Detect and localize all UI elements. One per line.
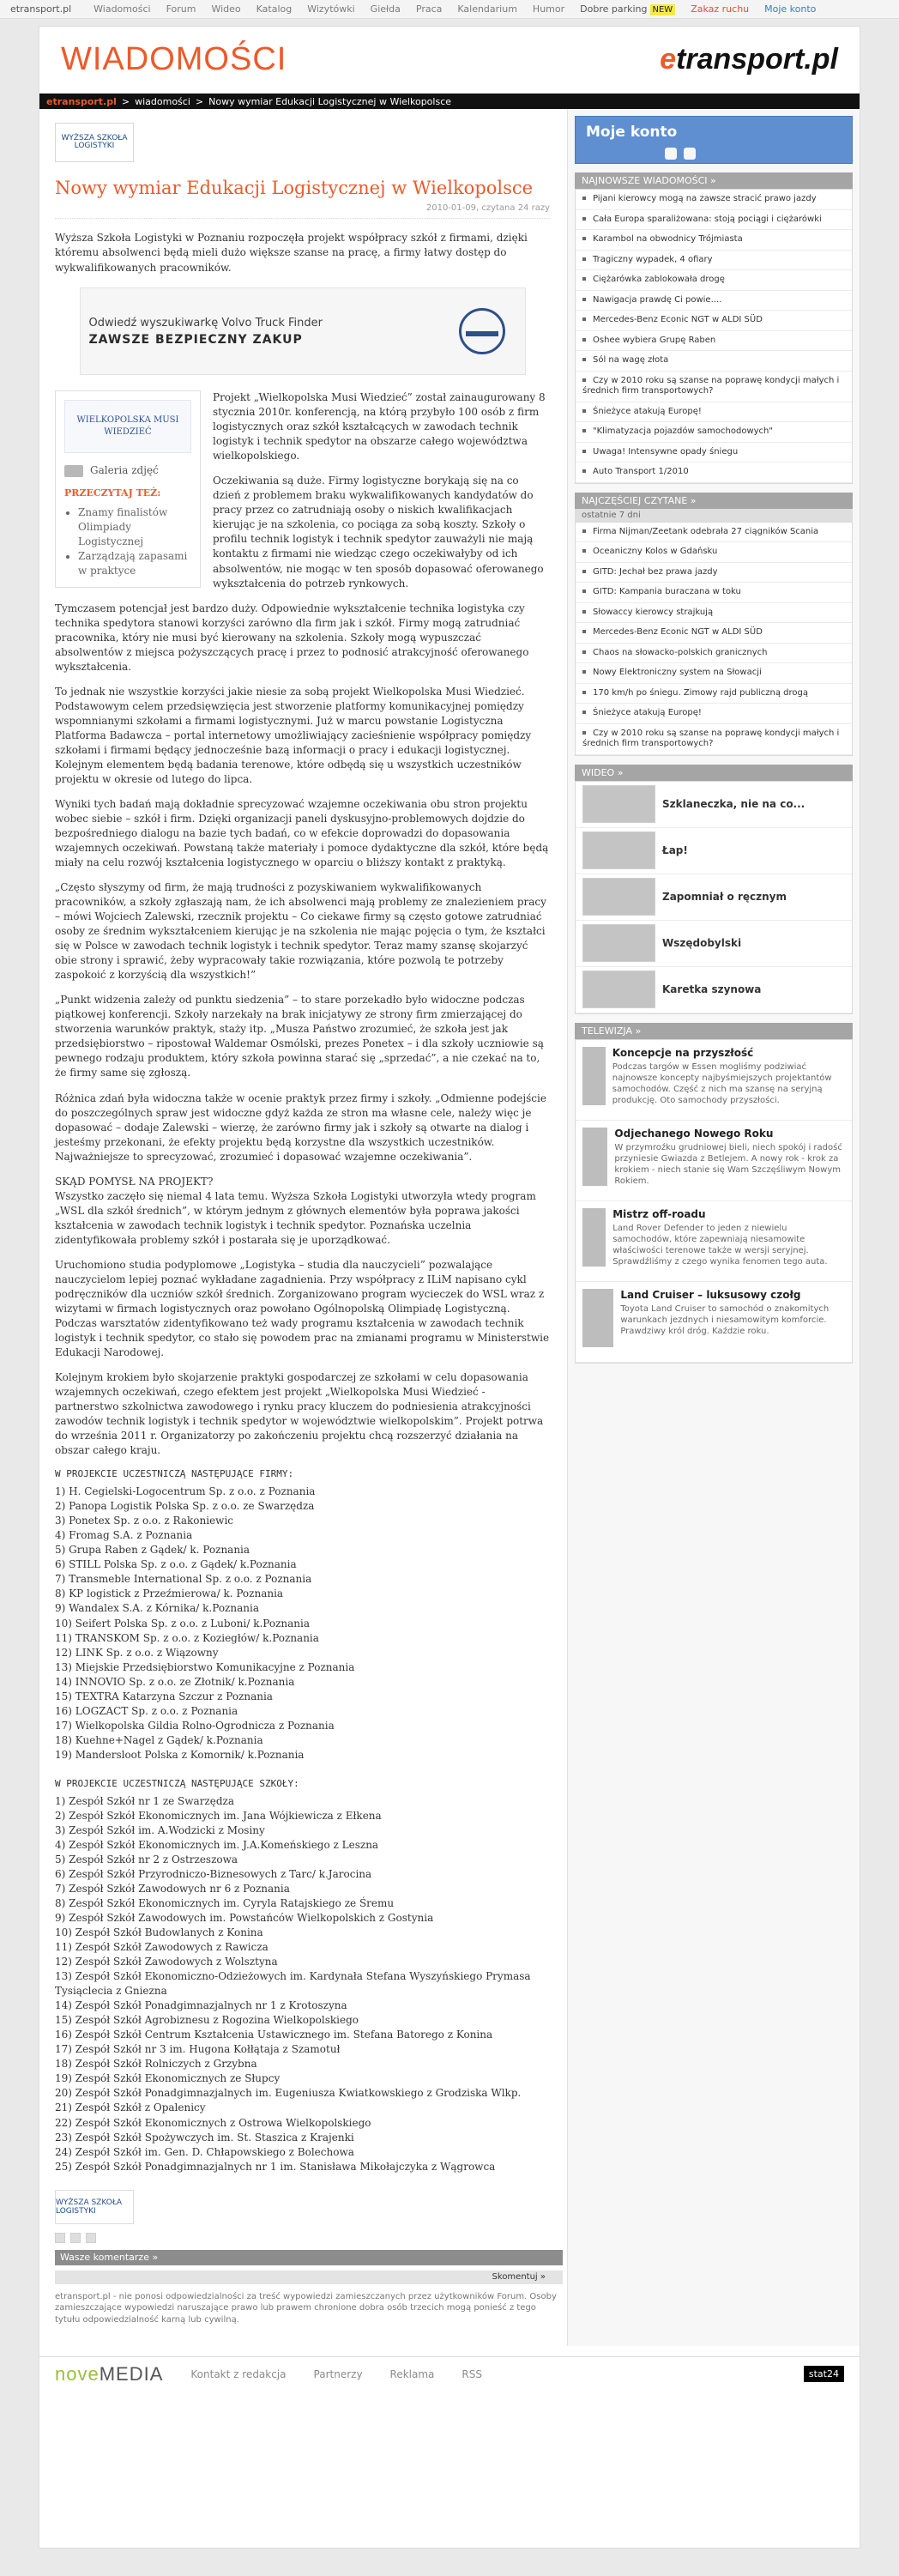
video-list [575,781,853,1014]
school-item: 4) Zespół Szkół Ekonomicznych im. J.A.Komeńskiego z Leszna [55,1838,379,1851]
school-item: 17) Zespół Szkół nr 3 im. Hugona Kołłątaja z Szamotuł [55,2043,341,2056]
school-item: 24) Zespół Szkół im. Gen. D. Chłapowskiego z Bolechowa [55,2145,354,2158]
tv-title: Mistrz off-roadu [612,1207,706,1220]
comments-bar[interactable]: Wasze komentarze » [55,2250,563,2265]
firm-item: 17) Wielkopolska Gildia Rolno-Ogrodnicza z Poznania [55,1719,335,1732]
volvo-icon [459,308,505,354]
school-item: 11) Zespół Szkół Zawodowych z Rawicza [55,1941,268,1954]
tv-description: Podczas targów w Essen mogliśmy podziwiać najnowsze koncepty najbyśmiejszych projektantów samochodów. Część z nich ma szansę na seryjną produkcję. Oto samochody przyszłości. [612,1061,832,1105]
new-badge: NEW [650,4,676,15]
firm-item: 6) STILL Polska Sp. z o.o. z Gądek/ k.Poznania [55,1558,297,1571]
user-icon[interactable] [684,148,696,160]
latest-news-item[interactable]: Śnieżyce atakują Europę! [576,402,852,423]
brand-header [39,27,860,94]
read-also-link-2[interactable]: • Zarządzają zapasami w praktyce [78,549,191,578]
firm-item: 7) Transmeble International Sp. z o.o. z Poznania [55,1573,312,1586]
my-account-box[interactable] [575,116,853,164]
most-read-item[interactable]: Oceaniczny Kolos w Gdańsku [576,542,852,563]
article-meta: 2010-01-09, czytana 24 razy [55,203,550,219]
article-paragraph-10: Uruchomiono studia podyplomowe „Logistyka – studia dla nauczycieli” pozwalające nauczycielom lepiej poznać wykładane zagadnienia. Przy współpracy z ILiM napisano cykl podręczników dla uczniów szkół średnich. Zorganizowano program wycieczek do WSL wraz z wizytami w firmach logistycznych oraz powołano Ogólnopolską Olimpiadę Logistyczną. Podczas warsztatów zidentyfikowano też wady programu kształcenia w zawodach technik logistyk i technik spedytor, co stało się powodem prac na zmianami programu w Ministerstwie Edukacji Narodowej. [55,1258,550,1359]
firm-item: 1) H. Cegielski-Logocentrum Sp. z o.o. z Poznania [55,1485,316,1498]
gallery-label: Galeria zdjęć [90,464,159,477]
video-header[interactable]: WIDEO » [575,765,853,781]
nav-wideo[interactable]: Wideo [211,3,241,15]
article-title: Nowy wymiar Edukacji Logistycznej w Wielkopolsce [55,178,534,198]
article-paragraph-8: Różnica zdań była widoczna także w ocenie praktyk przez firmy i szkoły. „Odmienne podejście do poszczególnych spraw jest widoczne gdyż każda ze stron ma własne cele, należy więc je dopasować – dodaje Zalewski – wierzę, że zarówno firmy jak i szkoły są otwarte na dialog i jesteśmy przekonani, że efekty projektu będą korzystne dla wszystkich uczestników. Najważniejsze to sprecyzować, zrozumieć i dopasować wzajemne oczekiwania”. [55,1091,546,1163]
school-item: 2) Zespół Szkół Ekonomicznych im. Jana Wójkiewicza z Ełkena [55,1809,382,1822]
top-nav-bar [0,0,899,19]
firm-item: 2) Panopa Logistik Polska Sp. z o.o. ze Swarzędza [55,1500,315,1513]
tv-item[interactable] [576,1282,852,1363]
firm-item: 8) KP logistick z Przeźmierowa/ k. Poznania [55,1587,284,1600]
nav-wizytowki[interactable]: Wizytówki [307,3,355,15]
tv-text [620,1289,845,1355]
read-also-link-1[interactable]: • Znamy finalistów Olimpiady Logistycznej [78,505,191,549]
schools-header: W PROJEKCIE UCZESTNICZĄ NASTĘPUJĄCE SZKOŁY: [55,1777,299,1789]
most-read-item[interactable]: Śnieżyce atakują Europę! [576,704,852,724]
most-read-list [575,522,853,756]
firm-item: 5) Grupa Raben z Gądek/ k. Poznania [55,1544,250,1557]
video-thumbnail [582,878,655,916]
video-thumbnail [582,831,655,869]
nav-gielda[interactable]: Giełda [370,3,401,15]
novemedia-logo-b: MEDIA [99,2362,164,2385]
stat24-badge[interactable]: stat24 [804,2366,844,2382]
most-read-item[interactable]: Chaos na słowacko-polskich granicznych [576,644,852,664]
firm-item: 11) TRANSKOM Sp. z o.o. z Koziegłów/ k.Poznania [55,1631,319,1644]
tv-item[interactable] [576,1201,852,1282]
most-read-header[interactable]: NAJCZĘŚCIEJ CZYTANE » [575,493,853,509]
most-read-item[interactable]: GITD: Kampania buraczana w toku [576,583,852,603]
breadcrumb-home[interactable]: etransport.pl [46,95,117,107]
school-item: 3) Zespół Szkół im. A.Wodzicki z Mosiny [55,1823,265,1836]
article-paragraph-2: Oczekiwania są duże. Firmy logistyczne borykają się na co dzień z problemem braku wykwalifikowanych kandydatów do pracy przez co zatrudniają osoby o niskich kwalifikacjach kierując je na szkolenia, co pociąga za sobą koszty. Szkoły o profilu technik logistyk i technik spedytor zauważyli nie mają kontaktu z firmami nie wiedząc czego oczekiwałyby od ich absolwentów, nie mogąc w ten sposób dopasować oferowanego wykształcenia do potrzeb rynkowych. [213,475,544,590]
volvo-ad-small-text: Odwiedź wyszukiwarkę Volvo Truck Finder [88,316,323,330]
tv-thumbnail [582,1047,606,1105]
article-paragraph-9: SKĄD POMYSŁ NA PROJEKT? Wszystko zaczęło się niemal 4 lata temu. Wyższa Szkoła Logistyki utworzyła wtedy program „WSL dla szkół średnich”, w którym jednym z głównych elementów była poprawa jakości kształcenia w zawodach technik logistyk i technik spedytor. Poznańska uczelnia zidentyfikowała problemy szkół i postarała się je uporządkować. [55,1175,536,1246]
nav-kalendarium[interactable]: Kalendarium [457,3,517,15]
school-item: 23) Zespół Szkół Spożywczych im. St. Staszica z Krajenki [55,2131,354,2144]
breadcrumb-wiadomosci[interactable]: wiadomości [135,95,190,107]
latest-news-item[interactable]: "Klimatyzacja pojazdów samochodowych" [576,422,852,443]
breadcrumb-current: Nowy wymiar Edukacji Logistycznej w Wielkopolsce [208,95,452,107]
firm-item: 12) LINK Sp. z o.o. z Wiązowny [55,1646,219,1659]
nav-dobre-parking-label: Dobre parking [580,3,648,15]
latest-news-item[interactable]: Tragiczny wypadek, 4 ofiary [576,251,852,271]
novemedia-logo[interactable] [55,2363,163,2386]
most-read-item[interactable]: Mercedes-Benz Econic NGT w ALDI SÜD [576,623,852,644]
article-paragraph-6: „Często słyszymy od firm, że mają trudności z pozyskiwaniem wykwalifikowanych pracowników, a szkoły zgłaszają nam, że ich absolwenci mają problemy ze znalezieniem pracy – mówi Wojciech Zalewski, rzecznik projektu – Co ciekawe firmy są często gotowe zatrudniać osoby ze średnim wykształceniem kierując je na szkolenia nie mając pojęcia o tym, że kształci się w Polsce w zawodach technik logistyk i technik spedytor. Teraz mamy szansę skojarzyć obie strony i sprawić, żeby wypracowały takie rozwiązania, które pozwolą te potrzeby zaspokoić z korzyścią dla wszystkich!” [55,881,546,982]
firm-item: 9) Wandalex S.A. z Kórnika/ k.Poznania [55,1602,259,1615]
school-item: 1) Zespół Szkół nr 1 ze Swarzędza [55,1794,235,1807]
key-icon[interactable] [665,148,677,160]
footer-bar [39,2356,860,2391]
tv-header[interactable]: TELEWIZJA » [575,1023,853,1039]
most-read-item[interactable]: Firma Nijman/Zeetank odebrała 27 ciągników Scania [576,523,852,543]
video-thumbnail [582,924,655,962]
volvo-logo [439,288,525,374]
most-read-item[interactable]: GITD: Jechał bez prawa jazdy [576,563,852,584]
comment-link-bar [55,2271,563,2284]
nav-wiadomosci[interactable]: Wiadomości [94,3,151,15]
article-paragraph-5: Wyniki tych badań mają dokładnie sprecyzować wzajemne oczekiwania obu stron projektu wobec siebie – szkół i firm. Dzięki organizacji paneli dyskusyjno-problemowych dojdzie do bezpośredniego dialogu na bazie tych badań, co w efekcie doprowadzi do dopasowania wzajemnych oczekiwań. Powstaną także materiały i pomoce dydaktyczne dla szkół, które będą miały na celu rozwój kształcenia logistycznego w oparciu o bliższy kontakt z praktyką. [55,797,549,869]
school-item: 12) Zespół Szkół Zawodowych z Wolsztyna [55,1956,278,1968]
volvo-ad-big-text: ZAWSZE BEZPIECZNY ZAKUP [88,332,303,347]
read-also-list [64,505,191,578]
gallery-link[interactable] [64,463,191,478]
article-paragraph-4: To jednak nie wszystkie korzyści jakie niesie za sobą projekt Wielkopolska Musi Wiedzieć. Podstawowym celem przedsięwzięcia jest stworzenie platformy komunikacyjnej pomiędzy wspomnianymi szkołami a firmami logistycznymi. Już w marcu powstanie Logistyczna Platforma Badawcza – portal internetowy umożliwiający zacieśnienie współpracy pomiędzy szkołami i firmami będący jednocześnie bazą informacji o pracy i edukacji logistycznej. Kolejnym elementem będą badania terenowe, które odbędą się u wszystkich uczestników projektu w okresie od lutego do lipca. [55,685,532,785]
tv-thumbnail [582,1289,613,1347]
camera-icon [64,465,83,477]
firm-item: 19) Mandersloot Polska z Komornik/ k.Poznania [55,1748,305,1761]
main-container [39,26,860,2549]
breadcrumb-sep-1: > [121,95,130,107]
tv-title: Koncepcje na przyszłość [612,1046,754,1059]
most-read-item[interactable]: Czy w 2010 roku są szanse na poprawę kondycji małych i średnich firm transportowych? [576,724,852,755]
novemedia-logo-a: nove [55,2362,100,2385]
tv-thumbnail [582,1208,606,1267]
latest-news-item[interactable]: Auto Transport 1/2010 [576,463,852,483]
latest-news-item[interactable]: Ciężarówka zablokowała drogę [576,270,852,291]
bookmark-icon[interactable] [86,2233,96,2243]
school-item: 15) Zespół Szkół Agrobiznesu z Rogozina Wielkopolskiego [55,2014,359,2027]
wsl-logo: WYŻSZA SZKOŁA LOGISTYKI [55,123,134,162]
footer-wsl-logo: WYŻSZA SZKOŁA LOGISTYKI [55,2190,134,2224]
school-item: 16) Zespół Szkół Centrum Kształcenia Ustawicznego im. Stefana Batorego z Konina [55,2029,493,2041]
latest-news-item[interactable]: Oshee wybiera Grupę Raben [576,331,852,352]
most-read-item[interactable]: Słowaccy kierowcy strajkują [576,603,852,624]
firm-item: 4) Fromag S.A. z Poznania [55,1529,193,1542]
read-also-heading: PRZECZYTAJ TEŻ: [64,487,161,499]
footer-link-kontakt[interactable]: Kontakt z redakcja [190,2367,287,2380]
site-logo-text: transport.pl [676,43,838,76]
school-item: 20) Zespół Szkół Ponadgimnazjalnych im. Eugeniusza Kwiatkowskiego z Grodziska Wlkp. [55,2087,522,2100]
breadcrumb-sep-2: > [195,95,204,107]
nav-humor[interactable]: Humor [532,3,565,15]
school-item: 22) Zespół Szkół Ekonomicznych z Ostrowa Wielkopolskiego [55,2116,371,2129]
school-item: 6) Zespół Szkół Przyrodniczo-Biznesowych z Tarc/ k.Jarocina [55,1867,372,1880]
email-icon[interactable] [70,2233,81,2243]
tv-item[interactable] [576,1121,852,1201]
article-paragraph-11: Kolejnym krokiem było skojarzenie praktyki gospodarczej ze szkołami w celu dopasowania wzajemnych oczekiwań, czego efektem jest projekt „Wielkopolska Musi Wiedzieć - partnerstwo szkolnictwa zawodowego i rynku pracy kluczem do podniesienia atrakcyjności zawodów technik logistyk i technik spedytor w województwie wielkopolskim”. Projekt potrwa do września 2011 r. Organizatorzy po zakończeniu projektu chcą rozszerzyć działania na obszar całego kraju. [55,1371,544,1457]
latest-news-list [575,189,853,484]
school-item: 18) Zespół Szkół Rolniczych z Grzybna [55,2058,257,2071]
nav-katalog[interactable]: Katalog [256,3,293,15]
video-thumbnail [582,971,655,1008]
latest-news-item[interactable]: Uwaga! Intensywne opady śniegu [576,443,852,463]
video-item[interactable] [576,921,852,967]
video-item[interactable] [576,874,852,921]
account-icons [665,148,696,160]
latest-news-item[interactable]: Sól na wagę złota [576,351,852,372]
article-body [55,390,550,1458]
latest-news-item[interactable]: Karambol na obwodnicy Trójmiasta [576,230,852,251]
article-paragraph-1: Projekt „Wielkopolska Musi Wiedzieć” został zainaugurowany 8 stycznia 2010r. konferencją, na którą przybyło 100 osób z firm logistycznych oraz szkół kształcących w zawodach technik logistyk i technik spedytor na obszarze całego województwa wielkopolskiego. [213,391,546,463]
nav-moje-konto[interactable]: Moje konto [764,3,817,15]
video-title: Łap! [662,844,688,856]
section-logo[interactable]: WIADOMOŚCI [61,41,287,77]
video-item[interactable] [576,828,852,874]
school-item: 25) Zespół Szkół Ponadgimnazjalnych nr 1 im. Stanisława Mikołajczyka z Wągrowca [55,2160,496,2173]
latest-news-item[interactable]: Cała Europa sparaliżowana: stoją pociągi i ciężarówki [576,210,852,231]
school-item: 21) Zespół Szkół z Opalenicy [55,2101,206,2114]
volvo-ad-text [81,288,439,374]
school-item: 14) Zespół Szkół Ponadgimnazjalnych nr 1 z Krotoszyna [55,1999,347,2012]
most-read-item[interactable]: Nowy Elektroniczny system na Słowacji [576,663,852,684]
firm-item: 18) Kuehne+Nagel z Gądek/ k.Poznania [55,1733,263,1746]
nav-praca[interactable]: Praca [415,3,443,15]
tv-thumbnail [582,1128,607,1186]
firm-item: 16) LOGZACT Sp. z o.o. z Poznania [55,1704,238,1717]
video-title: Szklaneczka, nie na co... [662,798,805,810]
school-item: 8) Zespół Szkół Ekonomicznych im. Cyryla Ratajskiego ze Śremu [55,1897,395,1910]
latest-news-header[interactable]: NAJNOWSZE WIADOMOŚCI » [575,172,853,189]
footer-link-rss[interactable]: RSS [462,2367,482,2380]
tv-description: W przymroźku grudniowej bieli, niech spokój i radość przyniesie Gwiazda z Betlejem. A nowy rok - krok za krokiem - niech stanie się Wam Szczęśliwym Nowym Rokiem. [614,1142,842,1186]
article-paragraph-3: Tymczasem potencjał jest bardzo duży. Odpowiednie wykształcenie technika logistyka czy technika spedytora stanowi korzyści zarówno dla firm jak i szkół. Firmy mogą zatrudniać pracownika, który nie musi być kierowany na szkolenia. Szkoły mogą wypuszczać absolwentów z miejsca pożyszczących pracę i przez to podnosić atrakcyjność oferowanego wykształcenia. [55,602,529,673]
nav-dobre-parking[interactable] [580,3,675,15]
footer-link-partnerzy[interactable]: Partnerzy [313,2367,363,2380]
firms-list [55,1485,550,1763]
latest-news-item[interactable]: Czy w 2010 roku są szanse na poprawę kondycji małych i średnich firm transportowych? [576,372,852,402]
video-title: Karetka szynowa [662,983,762,995]
print-icon[interactable] [55,2233,65,2243]
site-link[interactable]: etransport.pl [10,3,72,15]
school-item: 7) Zespół Szkół Zawodowych nr 6 z Poznania [55,1883,290,1896]
tv-list [575,1039,853,1364]
firm-item: 15) TEXTRA Katarzyna Szczur z Poznania [55,1690,273,1702]
share-icons [55,2233,550,2243]
volvo-ad[interactable] [80,287,526,375]
video-item[interactable] [576,967,852,1013]
school-item: 9) Zespół Szkół Zawodowych im. Powstańców Wielkopolskich z Gostynia [55,1912,434,1925]
school-item: 19) Zespół Szkół Ekonomicznych ze Słupcy [55,2072,281,2085]
article-infobox [55,390,201,588]
latest-news-item[interactable]: Nawigacja prawdę Ci powie.... [576,291,852,311]
tv-title: Land Cruiser – luksusowy czołg [620,1288,801,1301]
firm-item: 10) Seifert Polska Sp. z o.o. z Luboni/ k.Poznania [55,1617,311,1630]
tv-description: Toyota Land Cruiser to samochód o znakomitych warunkach jezdnych i niesamowitym komforcie. Prawdziwy król dróg. Kaździe roku. [620,1303,830,1336]
article-column [39,109,567,2346]
tv-description: Land Rover Defender to jeden z niewielu samochodów, które zapewniają niesamowite właściwości terenowe także w wersji seryjnej. Sprawdźliśmy z czego wynika fenomen tego auta. [612,1223,828,1267]
footer-link-reklama[interactable]: Reklama [389,2367,435,2380]
video-thumbnail [582,785,655,823]
nav-zakaz-ruchu[interactable]: Zakaz ruchu [691,3,750,15]
article-paragraph-7: „Punkt widzenia zależy od punktu siedzenia” – to stare porzekadło było widoczne podczas piątkowej konferencji. Szkoły narzekały na brak inicjatywy ze strony firm zmierzającej do stworzenia warunków praktyk, staży itp. „Musza Państwo zrozumieć, że szkoła jest jak przedsiębiorstwo – ripostował Waldemar Osmólski, prezes Ponetex – i dla szkoły uczniowie są pewnego rodzaju produktem, który szkoła powinna starać się „sprzedać”, a nie czekać na to, że firmy same się zgłoszą. [55,994,544,1079]
disclaimer: etransport.pl - nie ponosi odpowiedzialności za treść wypowiedzi zamieszczanych przez użytkowników Forum. Osoby zamieszczające wypowiedzi naruszające prawo lub prawem chronione dobra osób trzecich mogą ponieść z tego tytułu odpowiedzialność karną lub cywilną. [55,2291,557,2325]
video-title: Wszędobylski [662,937,742,949]
tv-text [614,1128,845,1194]
latest-news-item[interactable]: Pijani kierowcy mogą na zawsze stracić prawo jazdy [576,190,852,210]
tv-text [612,1047,845,1113]
site-logo-e: e [660,43,677,76]
project-logo: WIELKOPOLSKA MUSI WIEDZIEĆ [64,400,191,453]
school-item: 5) Zespół Szkół nr 2 z Ostrzeszowa [55,1853,238,1865]
most-read-item[interactable]: 170 km/h po śniegu. Zimowy rajd publiczną drogą [576,684,852,704]
my-account-title: Moje konto [586,124,678,141]
sidebar [567,109,860,2346]
latest-news-item[interactable]: Mercedes-Benz Econic NGT w ALDI SÜD [576,311,852,331]
video-item[interactable] [576,782,852,828]
firm-item: 3) Ponetex Sp. z o.o. z Rakoniewic [55,1515,234,1527]
firms-header: W PROJEKCIE UCZESTNICZĄ NASTĘPUJĄCE FIRMY: [55,1468,294,1480]
tv-item[interactable] [576,1040,852,1121]
school-item: 13) Zespół Szkół Ekonomiczno-Odzieżowych im. Kardynała Stefana Wyszyńskiego Prymasa Tysiąclecia z Gniezna [55,1970,531,1998]
schools-list [55,1794,550,2174]
tv-title: Odjechanego Nowego Roku [614,1127,774,1140]
site-logo[interactable] [660,43,838,76]
tv-text [612,1208,845,1274]
firm-item: 13) Miejskie Przedsiębiorstwo Komunikacyjne z Poznania [55,1660,355,1673]
most-read-tab[interactable]: ostatnie 7 dni [575,509,853,522]
comment-link[interactable]: Skomentuj » [492,2272,546,2283]
breadcrumb [39,94,860,109]
nav-forum[interactable]: Forum [166,3,196,15]
video-title: Zapomniał o ręcznym [662,891,787,903]
firm-item: 14) INNOVIO Sp. z o.o. ze Złotnik/ k.Poznania [55,1675,295,1688]
content-columns [39,109,860,2346]
article-lead: Wyższa Szkoła Logistyki w Poznaniu rozpoczęła projekt współpracy szkół z firmami, dzięki któremu absolwenci będą mieli dużo większe szanse na pracę, a firmy łatwy dostęp do wykwalifikowanych pracowników. [55,232,528,274]
school-item: 10) Zespół Szkół Budowlanych z Konina [55,1926,263,1939]
